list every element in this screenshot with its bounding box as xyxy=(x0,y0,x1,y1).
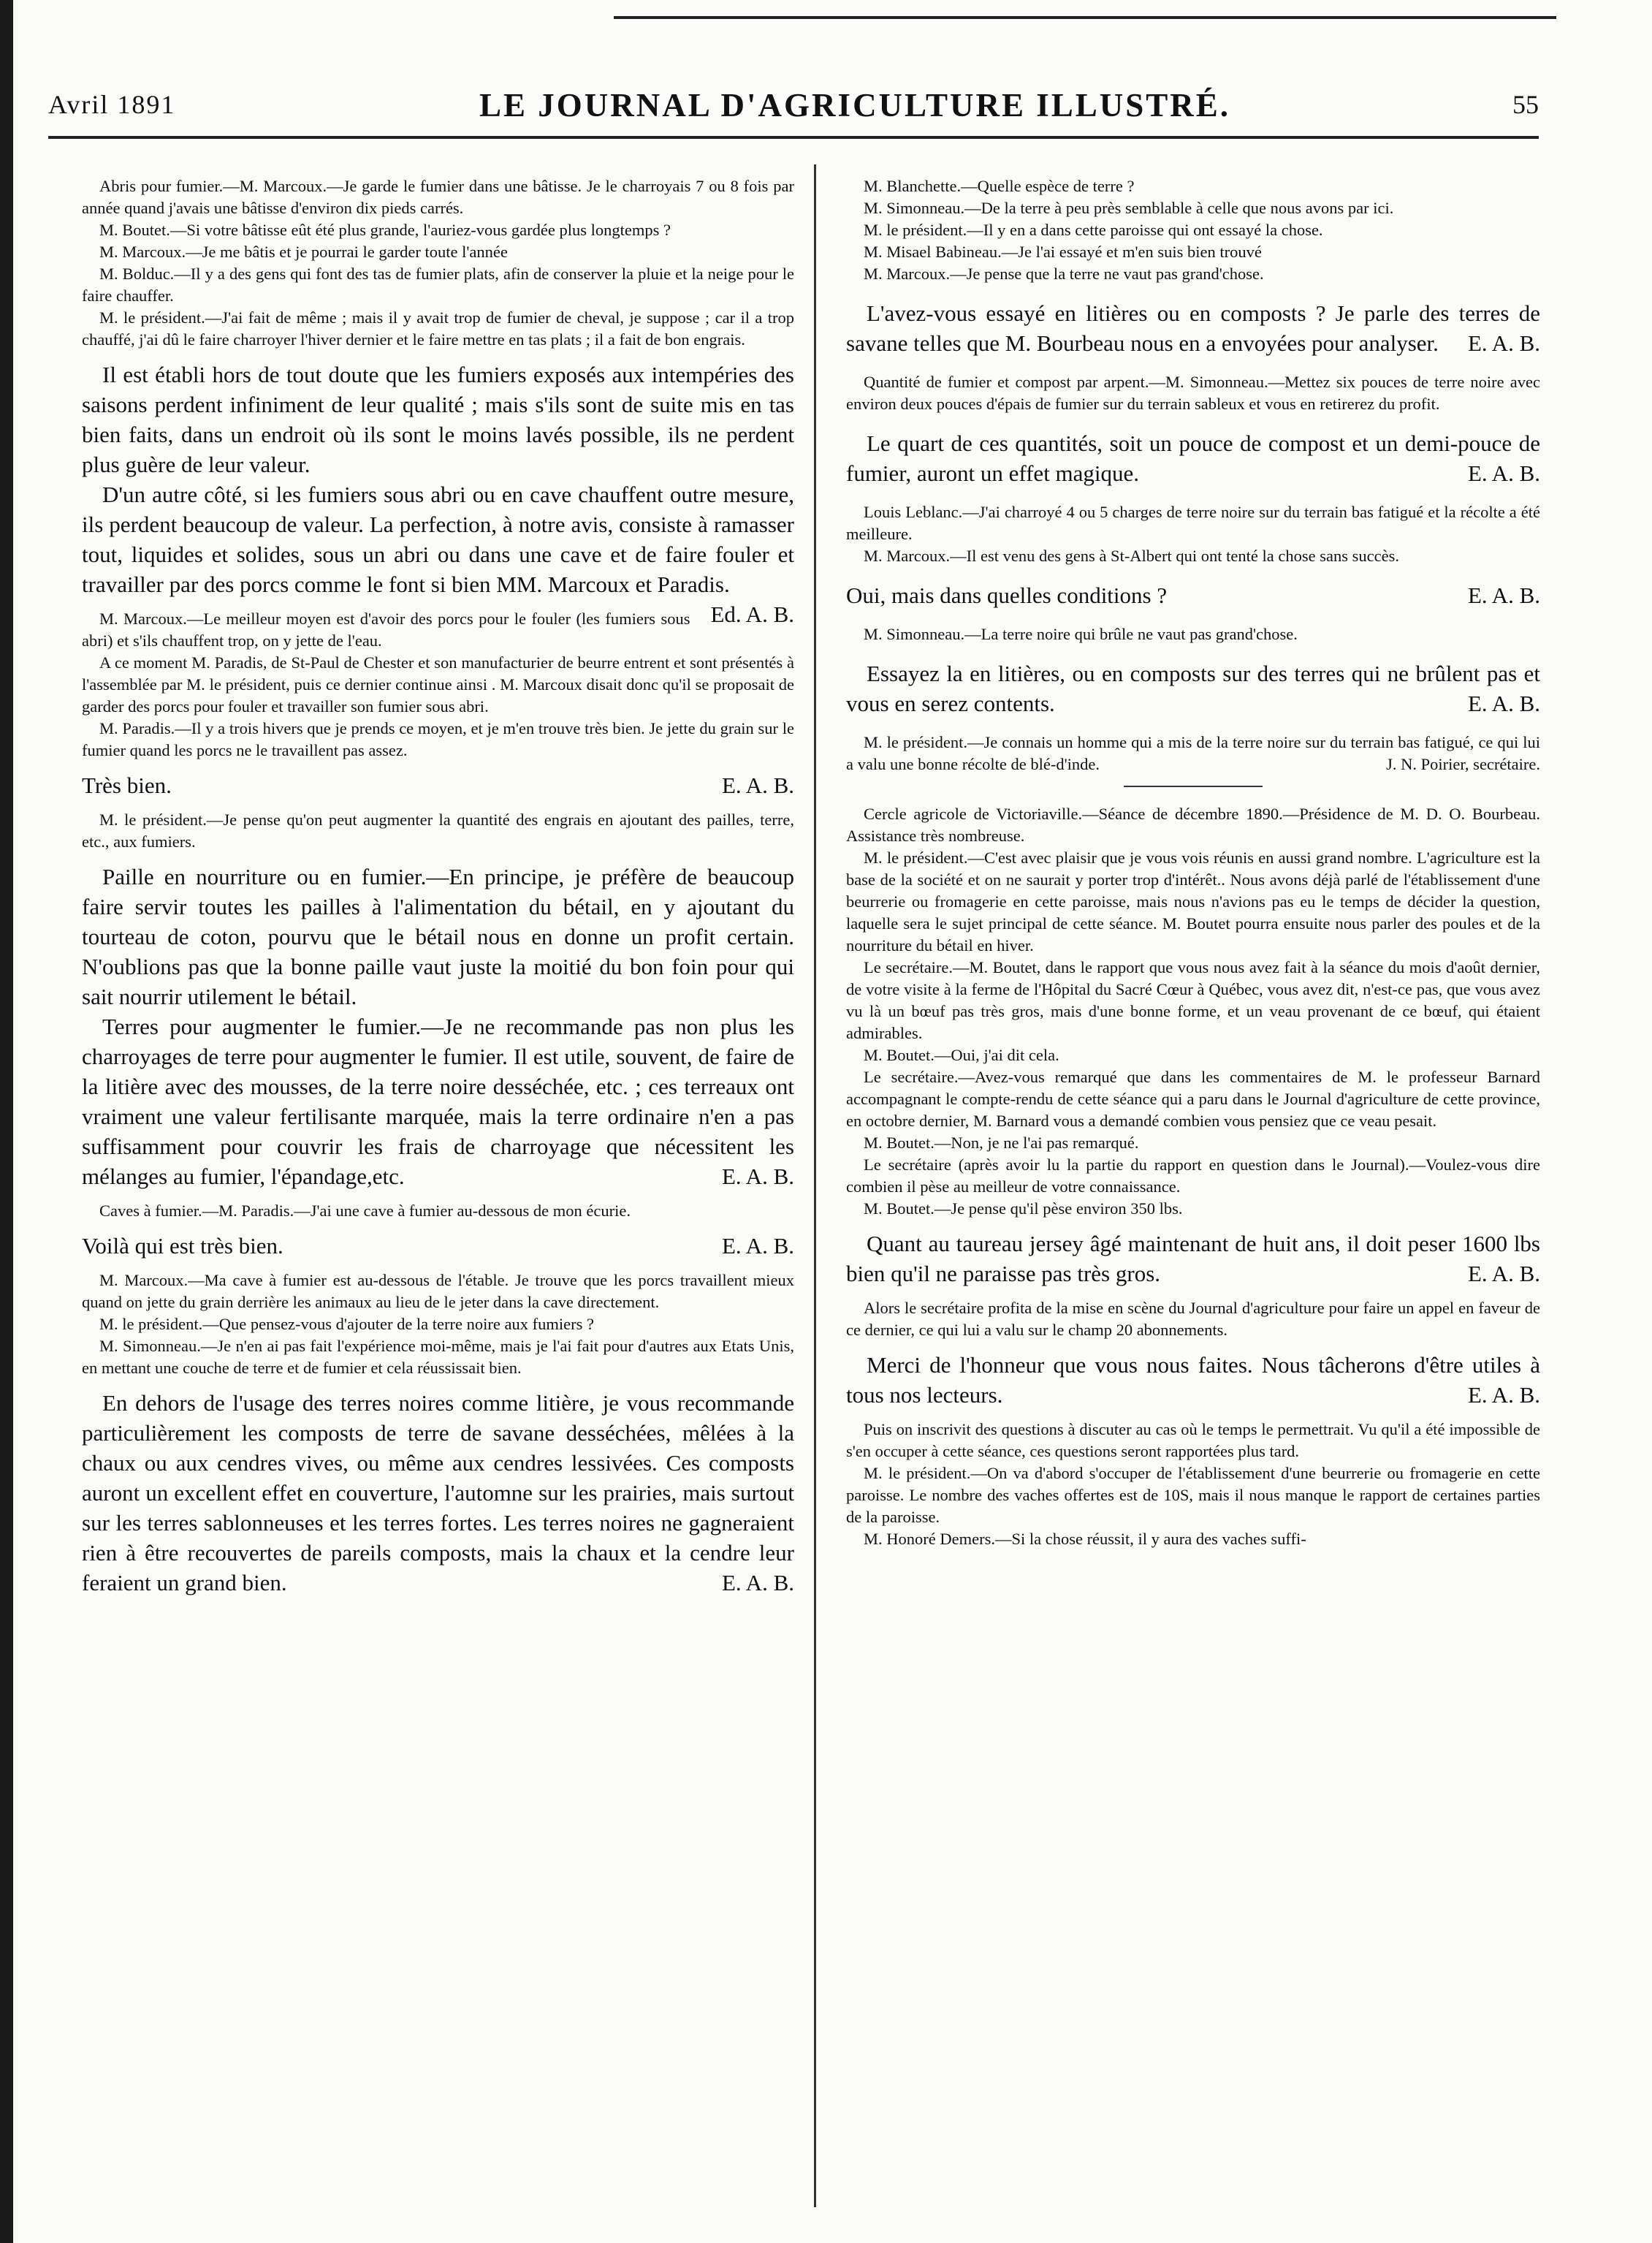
editor-comment-text: Essayez la en litières, ou en composts sur des terres qui ne brûlent pas et vous en serez contents. xyxy=(846,661,1540,716)
signature: E. A. B. xyxy=(1467,582,1540,608)
editor-comment xyxy=(82,1012,794,1191)
signature: E. A. B. xyxy=(1467,1382,1540,1408)
paragraph: Abris pour fumier.—M. Marcoux.—Je garde le fumier dans une bâtisse. Je le charroyais 7 ou 8 fois par année quand j'avais une bâtisse d'environ dix pieds carrés. xyxy=(82,177,794,217)
paragraph: Le secrétaire.—M. Boutet, dans le rapport que vous nous avez fait à la séance du mois d'août dernier, de votre visite à la ferme de l'Hôpital du Sacré Cœur à Québec, vous avez dit, n'est-ce pas, que vous avez vu là un bœuf pas très gros, mais d'une bonne forme, et un veau provenant de ce bœuf, qui étaient admirables. xyxy=(846,958,1540,1042)
left-column xyxy=(82,175,794,1598)
paragraph: M. Misael Babineau.—Je l'ai essayé et m'en suis bien trouvé xyxy=(864,243,1262,261)
signature: E. A. B. xyxy=(1467,691,1540,716)
signature: E. A. B. xyxy=(721,1233,794,1259)
editor-comment xyxy=(846,1350,1540,1410)
paragraph: A ce moment M. Paradis, de St-Paul de Chester et son manufacturier de beurre entrent et sont présentés à l'assemblée par M. le président, puis ce dernier continue ainsi . M. Marcoux disait donc qu'il se proposait de garder des porcs pour fouler et travailler son fumier sous abri. xyxy=(82,653,794,716)
right-column xyxy=(846,175,1540,1550)
editor-comment-text: Voilà qui est très bien. xyxy=(82,1233,283,1259)
paragraph: M. le président.—Il y en a dans cette paroisse qui ont essayé la chose. xyxy=(864,221,1323,239)
paragraph: M. Simonneau.—De la terre à peu près semblable à celle que nous avons par ici. xyxy=(864,199,1394,217)
signature: Ed. A. B. xyxy=(710,601,794,627)
journal-title: LE JOURNAL D'AGRICULTURE ILLUSTRÉ. xyxy=(479,87,1231,124)
editor-comment-text: Quant au taureau jersey âgé maintenant de huit ans, il doit peser 1600 lbs bien qu'il ne paraisse pas très gros. xyxy=(846,1231,1540,1286)
editor-comment-text: Terres pour augmenter le fumier.—Je ne recommande pas non plus les charroyages de terre pour augmenter le fumier. Il est utile, souvent, de faire de la litière avec des mousses, de la terre noire desséchée, etc. ; ces terreaux ont vraiment une valeur fertilisante marquée, mais la terre ordinaire n'en a pas suffisamment pour couvrir les frais de charroyage que nécessitent les mélanges au fumier, l'épandage,etc. xyxy=(82,1014,794,1189)
editor-comment xyxy=(82,1231,794,1261)
paragraph: M. Boutet.—Oui, j'ai dit cela. xyxy=(864,1046,1059,1064)
header-date: Avril 1891 xyxy=(48,90,176,119)
paragraph: M. Marcoux.—Le meilleur moyen est d'avoir des porcs pour le fouler (les fumiers sous abri) et s'ils chauffent trop, on y jette de l'eau. xyxy=(82,610,690,650)
editor-comment xyxy=(846,580,1540,610)
signature: E. A. B. xyxy=(1467,1261,1540,1286)
paragraph: M. Paradis.—Il y a trois hivers que je prends ce moyen, et je m'en trouve très bien. Je jette du grain sur le fumier quand les porcs ne le travaillent pas assez. xyxy=(82,719,794,759)
paragraph: M. Marcoux.—Je pense que la terre ne vaut pas grand'chose. xyxy=(864,265,1264,283)
paragraph: Louis Leblanc.—J'ai charroyé 4 ou 5 charges de terre noire sur du terrain bas fatigué et la récolte a été meilleure. xyxy=(846,503,1540,543)
scan-binding-edge xyxy=(0,0,13,2243)
page-number: 55 xyxy=(1512,90,1539,119)
editor-comment xyxy=(846,1229,1540,1289)
paragraph: Caves à fumier.—M. Paradis.—J'ai une cave à fumier au-dessous de mon écurie. xyxy=(99,1202,631,1220)
signature: E. A. B. xyxy=(721,773,794,798)
paragraph: M. le président.—Je pense qu'on peut augmenter la quantité des engrais en ajoutant des pailles, terre, etc., aux fumiers. xyxy=(82,811,794,851)
editor-comment-text: Le quart de ces quantités, soit un pouce de compost et un demi-pouce de fumier, auront un effet magique. xyxy=(846,430,1540,486)
editor-comment-text: L'avez-vous essayé en litières ou en composts ? Je parle des terres de savane telles que M. Bourbeau nous en a envoyées pour analyser. xyxy=(846,300,1540,356)
signature: E. A. B. xyxy=(721,1164,794,1189)
top-rule xyxy=(614,16,1556,19)
paragraph: M. le président.—Que pensez-vous d'ajouter de la terre noire aux fumiers ? xyxy=(99,1315,594,1333)
column-divider xyxy=(814,164,816,2207)
paragraph xyxy=(846,732,1540,775)
editor-comment-text: Très bien. xyxy=(82,773,172,798)
editor-comment-text: Oui, mais dans quelles conditions ? xyxy=(846,582,1168,608)
editor-comment xyxy=(82,479,794,627)
paragraph: M. Blanchette.—Quelle espèce de terre ? xyxy=(864,177,1135,195)
section-divider xyxy=(1124,786,1263,787)
header-rule xyxy=(48,136,1539,139)
signature: E. A. B. xyxy=(1467,330,1540,356)
paragraph: Quantité de fumier et compost par arpent.—M. Simonneau.—Mettez six pouces de terre noire avec environ deux pouces d'épais de fumier sur du terrain sableux et vous en retirerez du profit. xyxy=(846,373,1540,413)
editor-comment-text: Merci de l'honneur que vous nous faites. Nous tâcherons d'être utiles à tous nos lecteurs. xyxy=(846,1352,1540,1408)
paragraph: M. Simonneau.—La terre noire qui brûle ne vaut pas grand'chose. xyxy=(864,625,1298,643)
editor-comment xyxy=(82,1388,794,1598)
signature: J. N. Poirier, secrétaire. xyxy=(1386,755,1540,773)
editor-comment-text: En dehors de l'usage des terres noires comme litière, je vous recommande particulièrement les composts de terre de savane desséchées, mêlées à la chaux ou aux cendres vives, ou même aux cendres lessivées. Ces composts auront un excellent effet en couverture, l'automne sur les prairies, mais surtout sur les terres sablonneuses et les terres fortes. Les terres noires ne gagneraient rien à être recouvertes de pareils composts, mais la chaux et la cendre leur feraient un grand bien. xyxy=(82,1390,794,1595)
paragraph: M. Simonneau.—Je n'en ai pas fait l'expérience moi-même, mais je l'ai fait pour d'autres aux Etats Unis, en mettant une couche de terre et de fumier et cela réussissait bien. xyxy=(82,1337,794,1377)
paragraph: M. Boutet.—Je pense qu'il pèse environ 350 lbs. xyxy=(864,1199,1183,1218)
paragraph: M. Boutet.—Si votre bâtisse eût été plus grande, l'auriez-vous gardée plus longtemps ? xyxy=(99,221,671,239)
editor-comment xyxy=(846,428,1540,488)
paragraph: M. le président.—J'ai fait de même ; mais il y avait trop de fumier de cheval, je suppose ; car il a trop chauffé, j'ai dû le faire charroyer l'hiver dernier et le faire mettre en tas plats ; il a fait de bon engrais. xyxy=(82,308,794,349)
paragraph: M. Bolduc.—Il y a des gens qui font des tas de fumier plats, afin de conserver la pluie et la neige pour le faire chauffer. xyxy=(82,265,794,305)
paragraph: M. le président.—On va d'abord s'occuper de l'établissement d'une beurrerie ou fromagerie en cette paroisse. Le nombre des vaches offertes est de 10S, mais il nous manque le rapport de certaines parties de la paroisse. xyxy=(846,1464,1540,1526)
paragraph: M. le président.—C'est avec plaisir que je vous vois réunis en aussi grand nombre. L'agriculture est la base de la société et on ne saurait y porter trop d'intérêt.. Nous avons déjà parlé de l'établissement d'une beurrerie ou fromagerie en cette paroisse, mais nous n'avions pas eu le temps de décider la question, laquelle sera le sujet principal de cette séance. M. Boutet pourra ensuite nous parler des poules et de la nourriture du bétail en hiver. xyxy=(846,849,1540,954)
editor-comment-text: D'un autre côté, si les fumiers sous abri ou en cave chauffent outre mesure, ils perdent beaucoup de valeur. La perfection, à notre avis, consiste à ramasser tout, liquides et solides, sous un abri ou dans une cave et de faire fouler et travailler par des porcs comme le font si bien MM. Marcoux et Paradis. xyxy=(82,482,794,597)
paragraph: M. Marcoux.—Je me bâtis et je pourrai le garder toute l'année xyxy=(99,243,508,261)
paragraph: M. Marcoux.—Ma cave à fumier est au-dessous de l'étable. Je trouve que les porcs travaillent mieux quand on jette du grain derrière les animaux au lieu de le jeter dans la cave directement. xyxy=(82,1271,794,1311)
paragraph: Le secrétaire.—Avez-vous remarqué que dans les commentaires de M. le professeur Barnard accompagnant le compte-rendu de cette séance qui a paru dans le Journal d'agriculture de cette province, en octobre dernier, M. Barnard vous a demandé combien vous pensiez que ce veau pesait. xyxy=(846,1068,1540,1130)
editor-comment xyxy=(846,298,1540,358)
paragraph: M. Honoré Demers.—Si la chose réussit, il y aura des vaches suffi- xyxy=(864,1530,1306,1548)
paragraph: M. Marcoux.—Il est venu des gens à St-Albert qui ont tenté la chose sans succès. xyxy=(864,547,1399,565)
paragraph: Puis on inscrivit des questions à discuter au cas où le temps le permettrait. Vu qu'il a été impossible de s'en occuper à cette séance, ces questions seront rapportées plus tard. xyxy=(846,1420,1540,1460)
editor-comment xyxy=(82,770,794,800)
editor-comment: Il est établi hors de tout doute que les fumiers exposés aux intempéries des saisons perdent infiniment de leur qualité ; mais s'ils sont de suite mis en tas bien faits, dans un endroit où ils sont le moins lavés possible, ils ne perdent plus guère de leur valeur. xyxy=(82,362,794,477)
signature: E. A. B. xyxy=(1467,460,1540,486)
paragraph-text: M. le président.—Je connais un homme qui a mis de la terre noire sur du terrain bas fatigué, ce qui lui a valu une bonne récolte de blé-d'inde. xyxy=(846,733,1540,773)
editor-comment xyxy=(846,659,1540,718)
paragraph: M. Boutet.—Non, je ne l'ai pas remarqué. xyxy=(864,1134,1139,1152)
editor-comment: Paille en nourriture ou en fumier.—En principe, je préfère de beaucoup faire servir toutes les pailles à l'alimentation du bétail, en y ajoutant du tourteau de coton, pourvu que le bétail nous en donne un profit certain. N'oublions pas que la bonne paille vaut juste la moitié du bon foin pour qui sait nourrir utilement le bétail. xyxy=(82,864,794,1009)
page-header xyxy=(48,86,1539,130)
paragraph: Alors le secrétaire profita de la mise en scène du Journal d'agriculture pour faire un appel en faveur de ce dernier, ce qui lui a valu sur le champ 20 abonnements. xyxy=(846,1299,1540,1339)
paragraph: Le secrétaire (après avoir lu la partie du rapport en question dans le Journal).—Voulez-vous dire combien il pèse au meilleur de votre connaissance. xyxy=(846,1155,1540,1196)
section-heading: Cercle agricole de Victoriaville.—Séance de décembre 1890.—Présidence de M. D. O. Bourbeau. Assistance très nombreuse. xyxy=(846,805,1540,845)
signature: E. A. B. xyxy=(721,1570,794,1595)
